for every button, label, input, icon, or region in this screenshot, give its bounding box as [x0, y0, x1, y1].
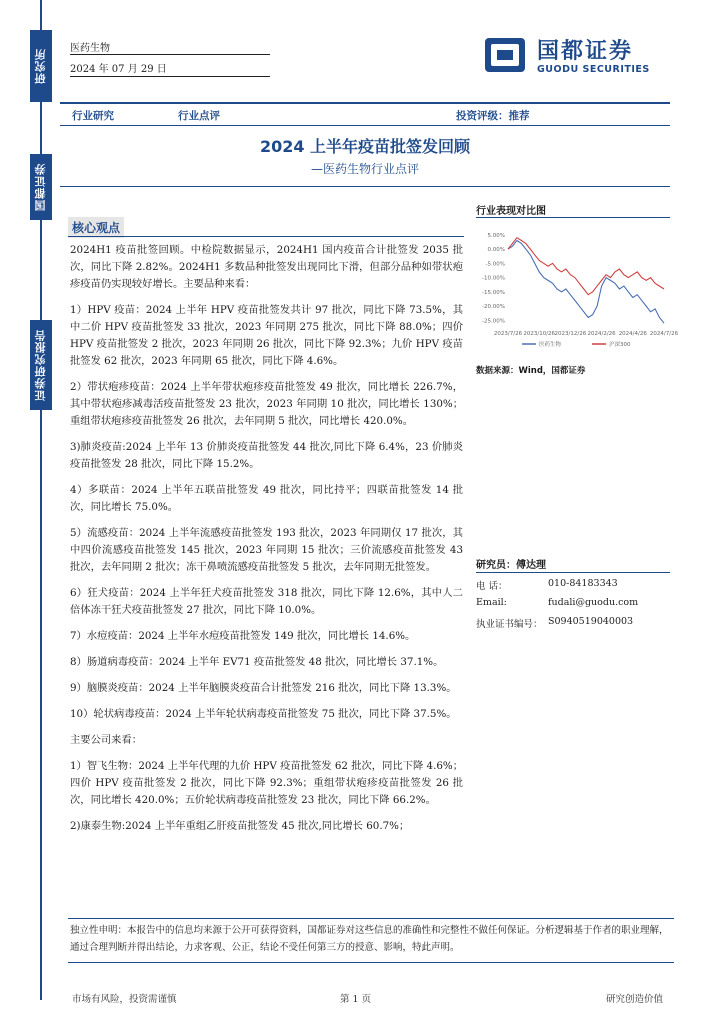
researcher-rule — [476, 572, 670, 573]
y-tick-label: -10.00% — [482, 275, 505, 282]
disclaimer-rule — [68, 918, 674, 919]
disclaimer-text: 独立性申明：本报告中的信息均来源于公开可获得资料，国都证券对这些信息的准确性和完整性不做任何保证。分析逻辑基于作者的职业理解，通过合理判断并得出结论，力求客观、公正，结论不受任何第三方的授意、影响，特此声明。 — [70, 925, 669, 953]
sidebar-line-top — [40, 0, 42, 30]
y-tick-label: -5.00% — [485, 261, 505, 268]
paragraph-intro: 2024H1 疫苗批签回顾。中检院数据显示，2024H1 国内疫苗合计批签发 2035 批次，同比下降 2.82%。2024H1 多数品种批签发出现同比下滑，但部分品种如带状疱疹疫苗仍实现较好增长。主要品种来看： — [70, 244, 463, 290]
industry-performance-chart — [472, 224, 679, 354]
logo-mark-icon — [483, 34, 527, 76]
paragraph-shingles: 2）带状疱疹疫苗：2024 上半年带状疱疹疫苗批签发 49 批次，同比增长 226.7%，其中带状疱疹减毒活疫苗批签发 23 批次，2023 年同期 10 批次，同比增长 130%；重组带状疱疹疫苗批签发 26 批次，去年同期 5 批次，同比增长 420.0%。 — [70, 381, 463, 427]
title-rule — [60, 186, 670, 187]
nav-industry-research: 行业研究 — [72, 110, 114, 122]
paragraph-pneumonia: 3)肺炎疫苗:2024 上半年 13 价肺炎疫苗批签发 44 批次,同比下降 6.4%，23 价肺炎疫苗批签发 28 批次，同比下降 15.2%。 — [70, 441, 463, 470]
cert-label: 执业证书编号： — [476, 619, 543, 630]
company-logo — [483, 32, 663, 80]
cert-value: S0940519040003 — [548, 616, 634, 627]
header-rule-1 — [70, 54, 270, 55]
x-tick-label: 2024/7/26 — [649, 331, 679, 337]
y-tick-label: -20.00% — [482, 304, 505, 311]
paragraph-meningitis: 9）脑膜炎疫苗：2024 上半年脑膜炎疫苗合计批签发 216 批次，同比下降 13.3%。 — [70, 682, 457, 694]
sidebar-line-bottom — [40, 410, 42, 1000]
phone-label: 电 话： — [476, 581, 508, 592]
paragraph-varicella: 7）水痘疫苗：2024 上半年水痘疫苗批签发 149 批次，同比增长 14.6%。 — [70, 630, 416, 642]
paragraph-hpv: 1）HPV 疫苗：2024 上半年 HPV 疫苗批签发共计 97 批次，同比下降 73.5%，其中二价 HPV 疫苗批签发 33 批次，2023 年同期 275 批次，同比下降 88.0%；四价 HPV 疫苗批签发 2 批次，2023 年同期 26 批次，同比下降 92.3%；九价 HPV 疫苗批签发 62 批次，2023 年同期 65 批次，同比下降 4.6%。 — [70, 304, 463, 367]
sidebar-line-mid1 — [40, 102, 42, 154]
nav-rule-top — [60, 102, 670, 104]
footer-left: 市场有风险，投资需谨慎 — [72, 994, 177, 1005]
core-view-rule — [68, 236, 464, 237]
sidebar-label-report: 证券研究报告 — [30, 320, 52, 410]
y-tick-label: 0.00% — [487, 247, 505, 254]
paragraph-rabies: 6）狂犬疫苗：2024 上半年狂犬疫苗批签发 318 批次，同比下降 12.6%，其中人二倍体冻干狂犬疫苗批签发 27 批次，同比下降 10.0%。 — [70, 587, 463, 616]
y-tick-label: 5.00% — [487, 232, 505, 239]
series-line-1 — [508, 238, 664, 295]
nav-rating: 投资评级：推荐 — [456, 110, 530, 122]
footer-page: 第 1 页 — [340, 994, 372, 1005]
sidebar-label-institute: 研究所 — [30, 30, 52, 102]
paragraph-combo: 4）多联苗：2024 上半年五联苗批签发 49 批次，同比持平；四联苗批签发 14 批次，同比增长 75.0%。 — [70, 484, 463, 513]
x-tick-label: 2024/4/26 — [618, 331, 647, 337]
sidebar-label-company: 国都证券 — [30, 154, 52, 220]
legend-label: 沪深300 — [609, 342, 631, 348]
page-subtitle: —医药生物行业点评 — [310, 162, 419, 176]
core-view-heading: 核心观点 — [68, 217, 124, 238]
x-tick-label: 2023/12/26 — [554, 331, 587, 337]
series-line-0 — [508, 241, 664, 324]
paragraph-companies: 主要公司来看： — [70, 734, 143, 746]
header-date: 2024 年 07 月 29 日 — [70, 64, 167, 75]
paragraph-zhifei: 1）智飞生物：2024 上半年代理的九价 HPV 疫苗批签发 62 批次，同比下降 4.6%；四价 HPV 疫苗批签发 2 批次，同比下降 92.3%；重组带状疱疹疫苗批签发 26 批次，同比增长 420.0%；五价轮状病毒疫苗批签发 23 批次，同比下降 66.2%。 — [70, 760, 464, 806]
nav-industry-comment: 行业点评 — [178, 110, 220, 122]
header-industry: 医药生物 — [70, 43, 110, 54]
y-tick-label: -15.00% — [482, 289, 505, 296]
x-tick-label: 2023/10/26 — [523, 331, 556, 337]
phone-value: 010-84183343 — [548, 578, 618, 589]
chart-title: 行业表现对比图 — [476, 206, 546, 217]
email-label: Email: — [476, 597, 507, 608]
disclaimer-rule-bottom — [68, 962, 674, 963]
paragraph-kangtai: 2)康泰生物:2024 上半年重组乙肝疫苗批签发 45 批次,同比增长 60.7%； — [70, 820, 410, 832]
paragraph-ev71: 8）肠道病毒疫苗：2024 上半年 EV71 疫苗批签发 48 批次，同比增长 37.1%。 — [70, 656, 444, 668]
x-tick-label: 2023/7/26 — [493, 331, 523, 337]
chart-source: 数据来源：Wind，国都证券 — [476, 366, 586, 376]
main-body — [70, 242, 463, 844]
logo-subtitle: GUODU SECURITIES — [537, 64, 650, 75]
logo-name: 国都证券 — [537, 39, 634, 64]
paragraph-flu: 5）流感疫苗：2024 上半年流感疫苗批签发 193 批次，2023 年同期仅 17 批次，其中四价流感疫苗批签发 145 批次，2023 年同期 15 批次；三价流感疫苗批签发 43 批次，去年同期 2 批次；冻干鼻喷流感疫苗批签发 5 批次，去年同期无批签发。 — [70, 527, 463, 573]
legend-label: 医药生物 — [539, 342, 562, 348]
nav-rule-bottom — [60, 125, 670, 126]
email-value[interactable]: fudali@guodu.com — [548, 597, 639, 608]
header-rule-2 — [70, 76, 270, 77]
chart-title-rule — [476, 217, 670, 218]
x-tick-label: 2024/2/26 — [587, 331, 616, 337]
sidebar-line-mid2 — [40, 220, 42, 320]
y-tick-label: -25.00% — [482, 318, 505, 325]
footer-right: 研究创造价值 — [606, 994, 664, 1005]
paragraph-rotavirus: 10）轮状病毒疫苗：2024 上半年轮状病毒疫苗批签发 75 批次，同比下降 37.5%。 — [70, 708, 457, 720]
page-title: 2024 上半年疫苗批签发回顾 — [259, 137, 471, 156]
researcher-name: 研究员：傅达理 — [476, 560, 546, 571]
